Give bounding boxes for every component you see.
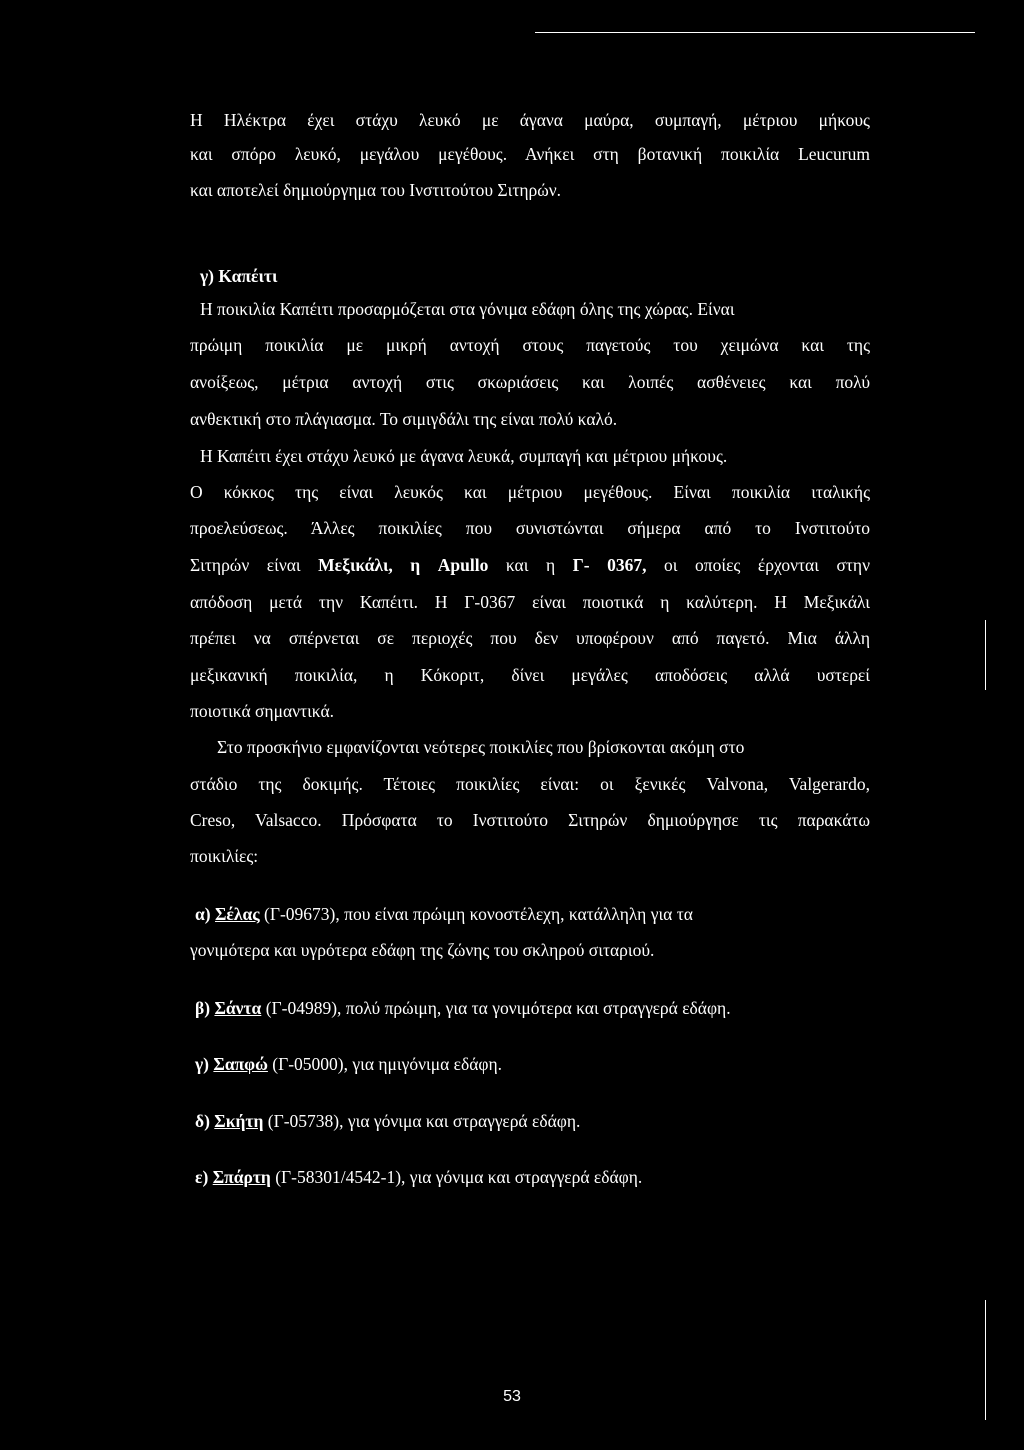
variety-desc: (Γ-09673), που είναι πρώιμη κονοστέλεχη, κατάλληλη για τα xyxy=(259,904,693,924)
text-run: Σιτηρών είναι xyxy=(190,555,319,575)
text-line: προελεύσεως. Άλλες ποικιλίες που συνιστώνται σήμερα από το Ινστιτούτο xyxy=(190,518,870,538)
text-line: Creso, Valsacco. Πρόσφατα το Ινστιτούτο Σιτηρών δημιούργησε τις παρακάτω xyxy=(190,810,870,830)
top-rule xyxy=(535,32,975,33)
list-marker: ε) xyxy=(195,1167,209,1187)
margin-line xyxy=(985,620,986,690)
variety-item xyxy=(195,902,693,926)
variety-item xyxy=(195,1052,502,1076)
section-heading: γ) Καπέιτι xyxy=(200,266,278,286)
list-marker: α) xyxy=(195,904,211,924)
text-line: ανθεκτική στο πλάγιασμα. Το σιμιγδάλι της είναι πολύ καλό. xyxy=(190,409,618,429)
text-line: Η ποικιλία Καπέιτι προσαρμόζεται στα γόνιμα εδάφη όλης της χώρας. Είναι xyxy=(200,299,735,319)
text-line: πρέπει να σπέρνεται σε περιοχές που δεν υποφέρουν από παγετό. Μια άλλη xyxy=(190,628,870,648)
text-line: Ο κόκκος της είναι λευκός και μέτριου μεγέθους. Είναι ποικιλία ιταλικής xyxy=(190,482,870,502)
variety-names-bold: Μεξικάλι, η Apullo xyxy=(318,555,489,575)
text-line: ποικιλίες: xyxy=(190,846,259,866)
text-line: στάδιο της δοκιμής. Τέτοιες ποικιλίες είναι: οι ξενικές Valvona, Valgerardo, xyxy=(190,774,870,794)
variety-desc: (Γ-04989), πολύ πρώιμη, για τα γονιμότερα και στραγγερά εδάφη. xyxy=(261,998,731,1018)
list-marker: δ) xyxy=(195,1111,210,1131)
variety-desc: (Γ-58301/4542-1), για γόνιμα και στραγγερά εδάφη. xyxy=(270,1167,643,1187)
variety-item xyxy=(195,1109,580,1133)
variety-code-bold: Γ- 0367, xyxy=(572,555,647,575)
text-line: απόδοση μετά την Καπέιτι. Η Γ-0367 είναι ποιοτικά η καλύτερη. Η Μεξικάλι xyxy=(190,592,870,612)
text-line: γονιμότερα και υγρότερα εδάφη της ζώνης του σκληρού σιταριού. xyxy=(190,940,655,960)
text-line: Η Καπέιτι έχει στάχυ λευκό με άγανα λευκά, συμπαγή και μέτριου μήκους. xyxy=(200,446,728,466)
text-line: μεξικανική ποικιλία, η Κόκοριτ, δίνει μεγάλες αποδόσεις αλλά υστερεί xyxy=(190,665,870,685)
variety-item xyxy=(195,1165,642,1189)
text-line xyxy=(190,553,870,577)
variety-name: Σέλας xyxy=(214,904,260,924)
variety-desc: (Γ-05000), για ημιγόνιμα εδάφη. xyxy=(267,1054,503,1074)
text-line: Στο προσκήνιο εμφανίζονται νεότερες ποικιλίες που βρίσκονται ακόμη στο xyxy=(217,737,745,757)
variety-name: Σπάρτη xyxy=(212,1167,271,1187)
list-marker: β) xyxy=(195,998,211,1018)
variety-name: Σκήτη xyxy=(214,1111,264,1131)
variety-item xyxy=(195,996,731,1020)
variety-name: Σαπφώ xyxy=(213,1054,268,1074)
text-line: πρώιμη ποικιλία με μικρή αντοχή στους παγετούς του χειμώνα και της xyxy=(190,335,870,355)
text-line: Η Ηλέκτρα έχει στάχυ λευκό με άγανα μαύρα, συμπαγή, μέτριου μήκους xyxy=(190,110,870,130)
text-line: και σπόρο λευκό, μεγάλου μεγέθους. Ανήκει στη βοτανική ποικιλία Leucurum xyxy=(190,144,870,164)
text-run: οι οποίες έρχονται στην xyxy=(646,555,870,575)
variety-name: Σάντα xyxy=(214,998,262,1018)
variety-desc: (Γ-05738), για γόνιμα και στραγγερά εδάφη. xyxy=(263,1111,581,1131)
text-line: ανοίξεως, μέτρια αντοχή στις σκωριάσεις και λοιπές ασθένειες και πολύ xyxy=(190,372,870,392)
text-line: ποιοτικά σημαντικά. xyxy=(190,701,334,721)
text-run: και η xyxy=(488,555,573,575)
text-line: και αποτελεί δημιούργημα του Ινστιτούτου Σιτηρών. xyxy=(190,180,562,200)
list-marker: γ) xyxy=(195,1054,210,1074)
page-number: 53 xyxy=(503,1388,521,1405)
